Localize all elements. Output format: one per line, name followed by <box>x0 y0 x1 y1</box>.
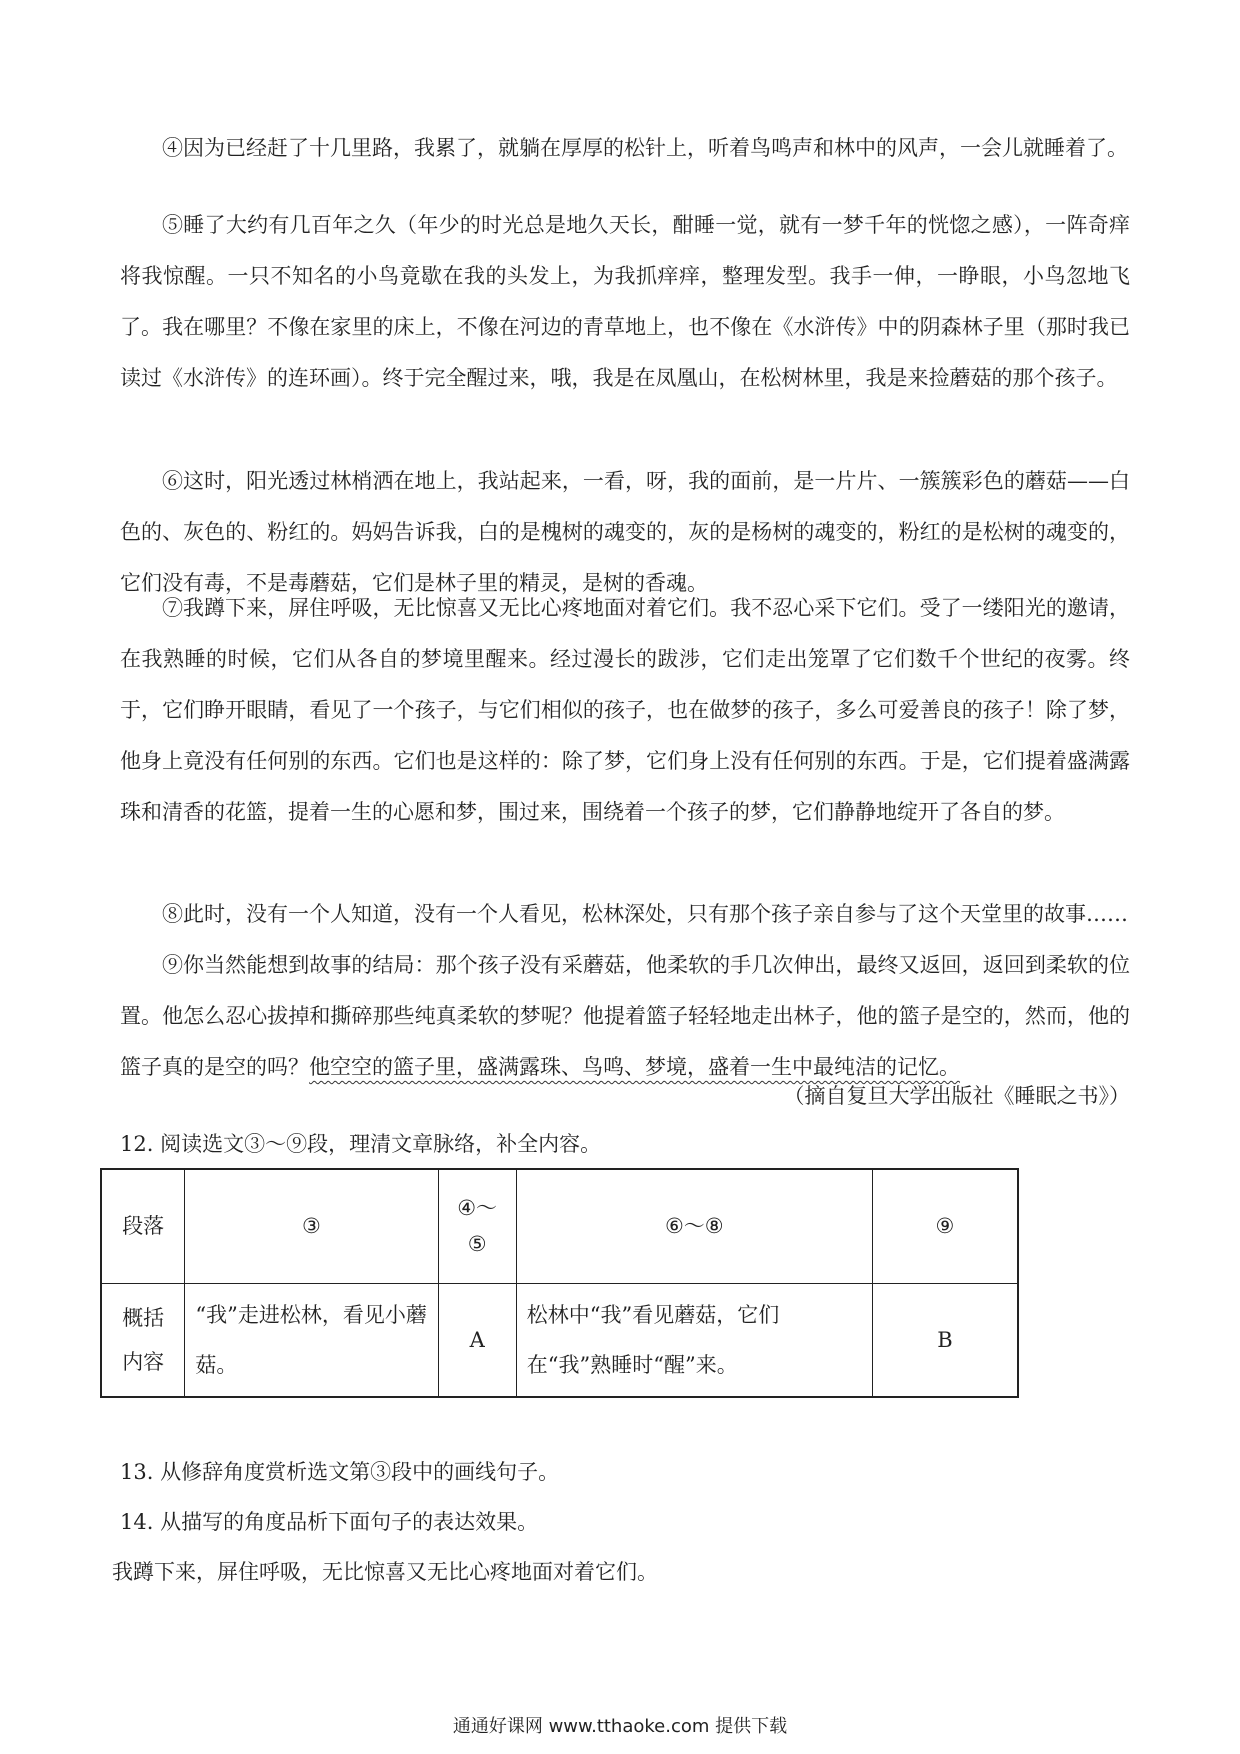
table-header-cell: 段落 <box>101 1169 185 1283</box>
question-13: 13. 从修辞角度赏析选文第③段中的画线句子。 <box>120 1460 560 1484</box>
question-14-sentence: 我蹲下来，屏住呼吸，无比惊喜又无比心疼地面对着它们。 <box>112 1560 658 1584</box>
table-cell: “我”走进松林，看见小蘑菇。 <box>185 1283 438 1397</box>
outline-table <box>100 1168 1019 1398</box>
underlined-sentence: 他空空的篮子里，盛满露珠、鸟鸣、梦境，盛着一生中最纯洁的记忆。 <box>309 1055 960 1079</box>
paragraph-4: ④因为已经赶了十几里路，我累了，就躺在厚厚的松针上，听着鸟鸣声和林中的风声，一会儿就睡着了。 <box>162 136 1128 160</box>
paragraph-5: ⑤睡了大约有几百年之久（年少的时光总是地久天长，酣睡一觉，就有一梦千年的恍惚之感），一阵奇痒将我惊醒。一只不知名的小鸟竟歇在我的头发上，为我抓痒痒，整理发型。我手一伸，一睁眼，小鸟忽地飞了。我在哪里？不像在家里的床上，不像在河边的青草地上，也不像在《水浒传》中的阴森林子里（那时我已读过《水浒传》的连环画）。终于完全醒过来，哦，我是在凤凰山，在松树林里，我是来捡蘑菇的那个孩子。 <box>120 213 1130 390</box>
table-header-cell: ③ <box>185 1169 438 1283</box>
answer-blank-a: A <box>438 1283 516 1397</box>
table-cell: 松林中“我”看见蘑菇，它们在“我”熟睡时“醒”来。 <box>516 1283 872 1397</box>
answer-blank-b: B <box>872 1283 1018 1397</box>
table-header-cell: ④～⑤ <box>438 1169 516 1283</box>
table-row <box>101 1283 1018 1397</box>
paragraph-6: ⑥这时，阳光透过林梢洒在地上，我站起来，一看，呀，我的面前，是一片片、一簇簇彩色的蘑菇——白色的、灰色的、粉红的。妈妈告诉我，白的是槐树的魂变的，灰的是杨树的魂变的，粉红的是松树的魂变的，它们没有毒，不是毒蘑菇，它们是林子里的精灵，是树的香魂。 <box>120 469 1130 595</box>
table-header-cell: ⑥～⑧ <box>516 1169 872 1283</box>
paragraph-9-text: ⑨你当然能想到故事的结局：那个孩子没有采蘑菇，他柔软的手几次伸出，最终又返回，返回到柔软的位置。他怎么忍心拔掉和撕碎那些纯真柔软的梦呢？他提着篮子轻轻地走出林子，他的篮子是空的，然而，他的篮子真的是空的吗？ <box>120 953 1130 1079</box>
question-14: 14. 从描写的角度品析下面句子的表达效果。 <box>120 1510 539 1534</box>
table-header-row <box>101 1169 1018 1283</box>
paragraph-9 <box>120 940 1130 1093</box>
source-citation: （摘自复旦大学出版社《睡眠之书》） <box>783 1084 1130 1108</box>
footer: 通通好课网 www.tthaoke.com 提供下载 <box>452 1716 788 1737</box>
paragraph-7: ⑦我蹲下来，屏住呼吸，无比惊喜又无比心疼地面对着它们。我不忍心采下它们。受了一缕阳光的邀请，在我熟睡的时候，它们从各自的梦境里醒来。经过漫长的跋涉，它们走出笼罩了它们数千个世纪的夜雾。终于，它们睁开眼睛，看见了一个孩子，与它们相似的孩子，也在做梦的孩子，多么可爱善良的孩子！除了梦，他身上竟没有任何别的东西。它们也是这样的：除了梦，它们身上没有任何别的东西。于是，它们提着盛满露珠和清香的花篮，提着一生的心愿和梦，围过来，围绕着一个孩子的梦，它们静静地绽开了各自的梦。 <box>120 596 1130 824</box>
table-row-label: 概括内容 <box>101 1283 185 1397</box>
question-12: 12. 阅读选文③～⑨段，理清文章脉络，补全内容。 <box>120 1132 602 1156</box>
paragraph-8: ⑧此时，没有一个人知道，没有一个人看见，松林深处，只有那个孩子亲自参与了这个天堂里的故事…… <box>162 902 1128 926</box>
table-header-cell: ⑨ <box>872 1169 1018 1283</box>
